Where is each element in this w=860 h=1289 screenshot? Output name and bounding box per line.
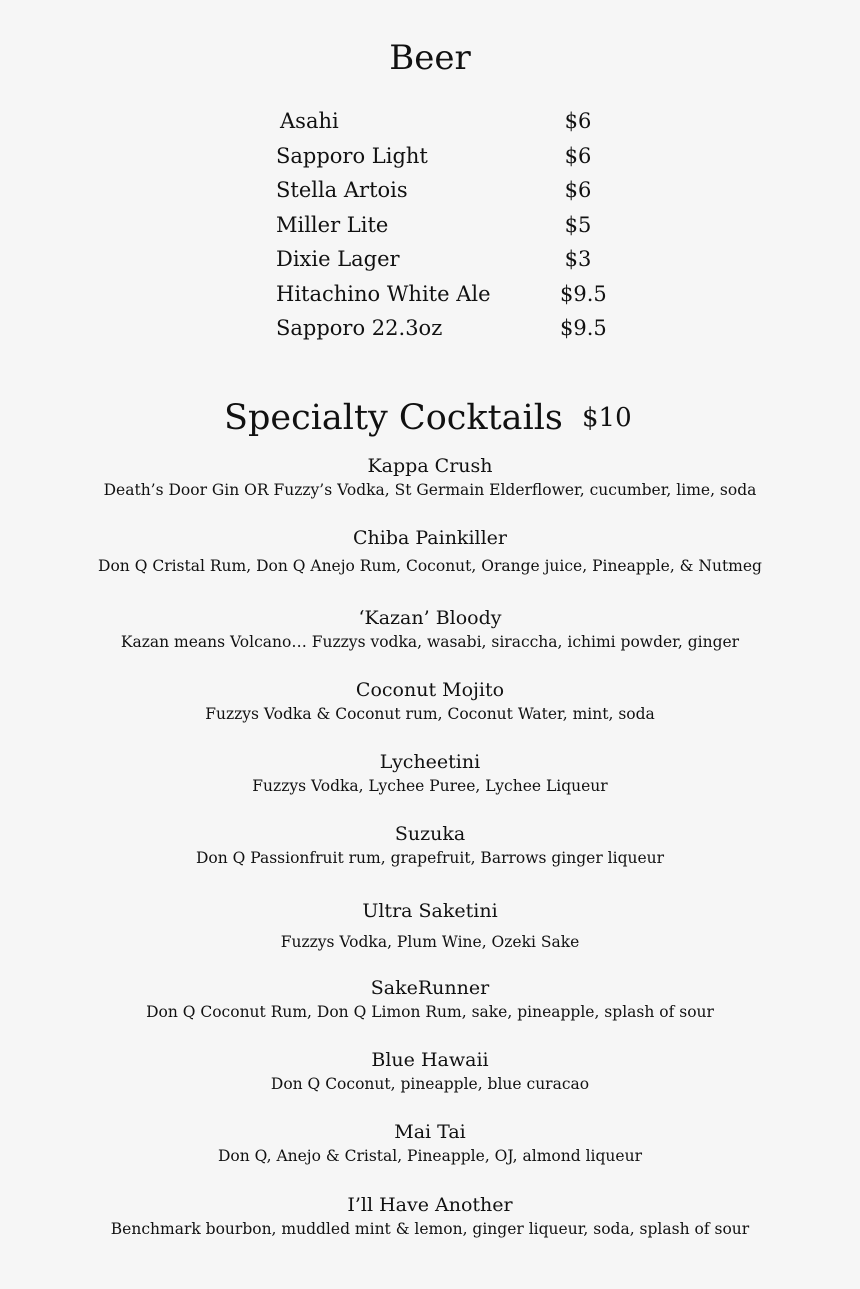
beer-price: $9.5 bbox=[560, 316, 607, 340]
beer-price: $6 bbox=[564, 143, 592, 168]
beer-item bbox=[276, 277, 616, 312]
cocktail-name: Chiba Painkiller bbox=[352, 527, 508, 549]
cocktail-item bbox=[0, 453, 860, 501]
cocktails-price: $10 bbox=[582, 403, 632, 433]
cocktail-item bbox=[0, 898, 860, 953]
cocktail-item bbox=[0, 1047, 860, 1095]
beer-name: Dixie Lager bbox=[276, 247, 400, 271]
beer-item bbox=[276, 311, 616, 346]
beer-list bbox=[276, 104, 616, 346]
cocktail-description: Benchmark bourbon, muddled mint & lemon, ginger liqueur, soda, splash of sour bbox=[110, 1220, 750, 1238]
cocktail-description: Death’s Door Gin OR Fuzzy’s Vodka, St Germain Elderflower, cucumber, lime, soda bbox=[103, 481, 757, 499]
beer-price: $3 bbox=[564, 247, 592, 271]
cocktail-name: Mai Tai bbox=[394, 1121, 466, 1143]
cocktail-description: Fuzzys Vodka, Plum Wine, Ozeki Sake bbox=[280, 933, 580, 951]
cocktail-item bbox=[0, 605, 860, 653]
cocktail-description: Kazan means Volcano… Fuzzys vodka, wasabi, siraccha, ichimi powder, ginger bbox=[120, 633, 740, 651]
cocktail-name: I’ll Have Another bbox=[347, 1194, 513, 1216]
cocktail-name: Ultra Saketini bbox=[362, 900, 498, 922]
cocktail-item bbox=[0, 975, 860, 1023]
cocktail-name: Kappa Crush bbox=[367, 455, 493, 477]
cocktail-description: Fuzzys Vodka & Coconut rum, Coconut Water, mint, soda bbox=[205, 705, 655, 723]
cocktail-name: Coconut Mojito bbox=[355, 679, 505, 701]
cocktail-item bbox=[0, 821, 860, 869]
beer-name: Asahi bbox=[280, 109, 339, 133]
cocktail-description: Fuzzys Vodka, Lychee Puree, Lychee Liqueur bbox=[252, 777, 608, 795]
cocktail-name: SakeRunner bbox=[370, 977, 490, 999]
beer-price: $6 bbox=[564, 178, 592, 202]
cocktails-header bbox=[0, 392, 860, 444]
cocktail-description: Don Q Coconut, pineapple, blue curacao bbox=[270, 1075, 590, 1093]
beer-price: $9.5 bbox=[560, 281, 607, 306]
beer-name: Hitachino White Ale bbox=[276, 281, 491, 306]
beer-name: Miller Lite bbox=[276, 212, 389, 237]
beer-price: $5 bbox=[564, 212, 592, 237]
cocktail-description: Don Q Coconut Rum, Don Q Limon Rum, sake, pineapple, splash of sour bbox=[146, 1003, 714, 1021]
cocktail-description: Don Q Cristal Rum, Don Q Anejo Rum, Coconut, Orange juice, Pineapple, & Nutmeg bbox=[98, 557, 762, 575]
beer-name: Sapporo Light bbox=[276, 143, 428, 168]
cocktail-item bbox=[0, 525, 860, 577]
cocktail-name: Suzuka bbox=[394, 823, 466, 845]
beer-price: $6 bbox=[564, 109, 592, 133]
cocktail-item bbox=[0, 677, 860, 725]
cocktail-name: ‘Kazan’ Bloody bbox=[358, 607, 502, 629]
beer-item bbox=[276, 139, 616, 174]
beer-item bbox=[276, 208, 616, 243]
beer-section-title: Beer bbox=[389, 38, 471, 78]
cocktail-name: Blue Hawaii bbox=[371, 1049, 489, 1071]
beer-item bbox=[276, 104, 616, 139]
beer-name: Sapporo 22.3oz bbox=[276, 316, 443, 340]
beer-item bbox=[276, 173, 616, 208]
cocktail-item bbox=[0, 1192, 860, 1240]
cocktail-name: Lycheetini bbox=[379, 751, 481, 773]
cocktail-description: Don Q Passionfruit rum, grapefruit, Barrows ginger liqueur bbox=[195, 849, 665, 867]
cocktails-section-title: Specialty Cocktails bbox=[224, 398, 563, 438]
cocktail-item bbox=[0, 1119, 860, 1167]
cocktail-item bbox=[0, 749, 860, 797]
beer-name: Stella Artois bbox=[276, 178, 408, 202]
beer-item bbox=[276, 242, 616, 277]
cocktail-description: Don Q, Anejo & Cristal, Pineapple, OJ, almond liqueur bbox=[218, 1147, 642, 1165]
